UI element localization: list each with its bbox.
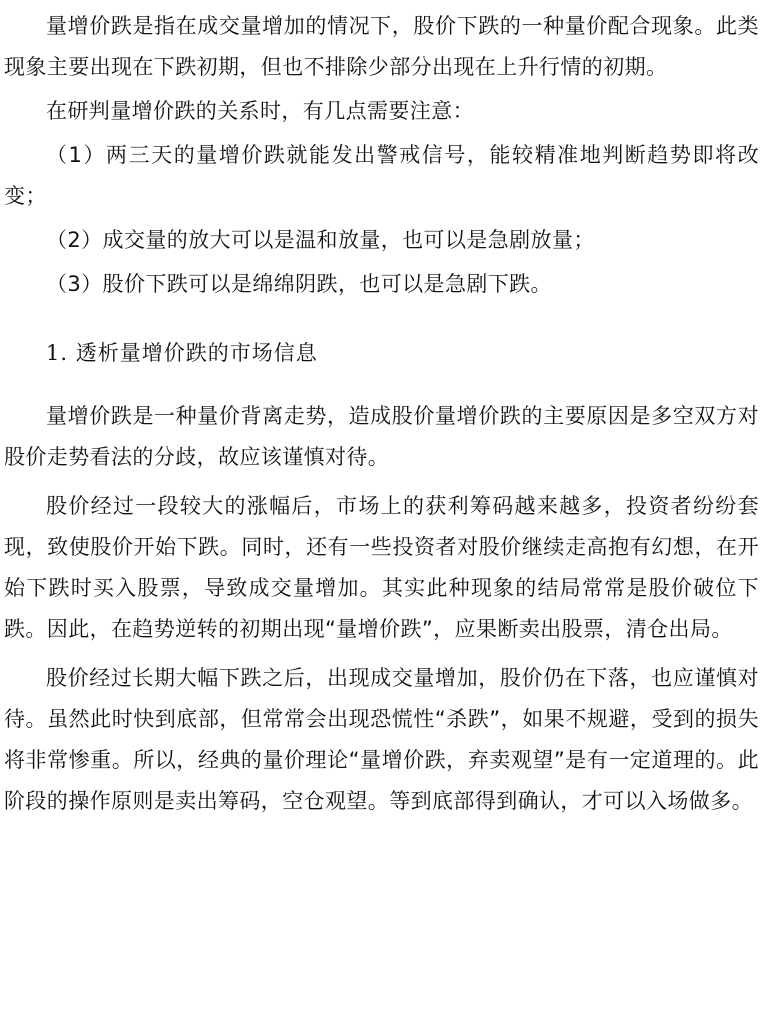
section-heading: 1. 透析量增价跌的市场信息: [46, 341, 318, 365]
notes-intro-paragraph: 在研判量增价跌的关系时，有几点需要注意：: [46, 99, 474, 123]
list-item-1: （1）两三天的量增价跌就能发出警戒信号，能较精准地判断趋势即将改变；: [4, 143, 759, 208]
early-reversal-paragraph: 股价经过一段较大的涨幅后，市场上的获利筹码越来越多，投资者纷纷套现，致使股价开始下跌。同时，还有一些投资者对股价继续走高抱有幻想，在开始下跌时买入股票，导致成交量增加。其实此种现象的结局常常是股价破位下跌。因此，在趋势逆转的初期出现“量增价跌”，应果断卖出股票，清仓出局。: [4, 494, 759, 641]
list-item-3: （3）股价下跌可以是绵绵阴跌，也可以是急剧下跌。: [46, 272, 552, 296]
divergence-paragraph: 量增价跌是一种量价背离走势，造成股价量增价跌的主要原因是多空双方对股价走势看法的分歧，故应该谨慎对待。: [4, 404, 759, 469]
long-decline-paragraph: 股价经过长期大幅下跌之后，出现成交量增加，股价仍在下落，也应谨慎对待。虽然此时快到底部，但常常会出现恐慌性“杀跌”，如果不规避，受到的损失将非常惨重。所以，经典的量价理论“量增价跌，弃卖观望”是有一定道理的。此阶段的操作原则是卖出筹码，空仓观望。等到底部得到确认，才可以入场做多。: [4, 666, 759, 813]
list-item-2: （2）成交量的放大可以是温和放量，也可以是急剧放量；: [46, 228, 595, 252]
intro-paragraph: 量增价跌是指在成交量增加的情况下，股价下跌的一种量价配合现象。此类现象主要出现在下跌初期，但也不排除少部分出现在上升行情的初期。: [4, 14, 759, 79]
